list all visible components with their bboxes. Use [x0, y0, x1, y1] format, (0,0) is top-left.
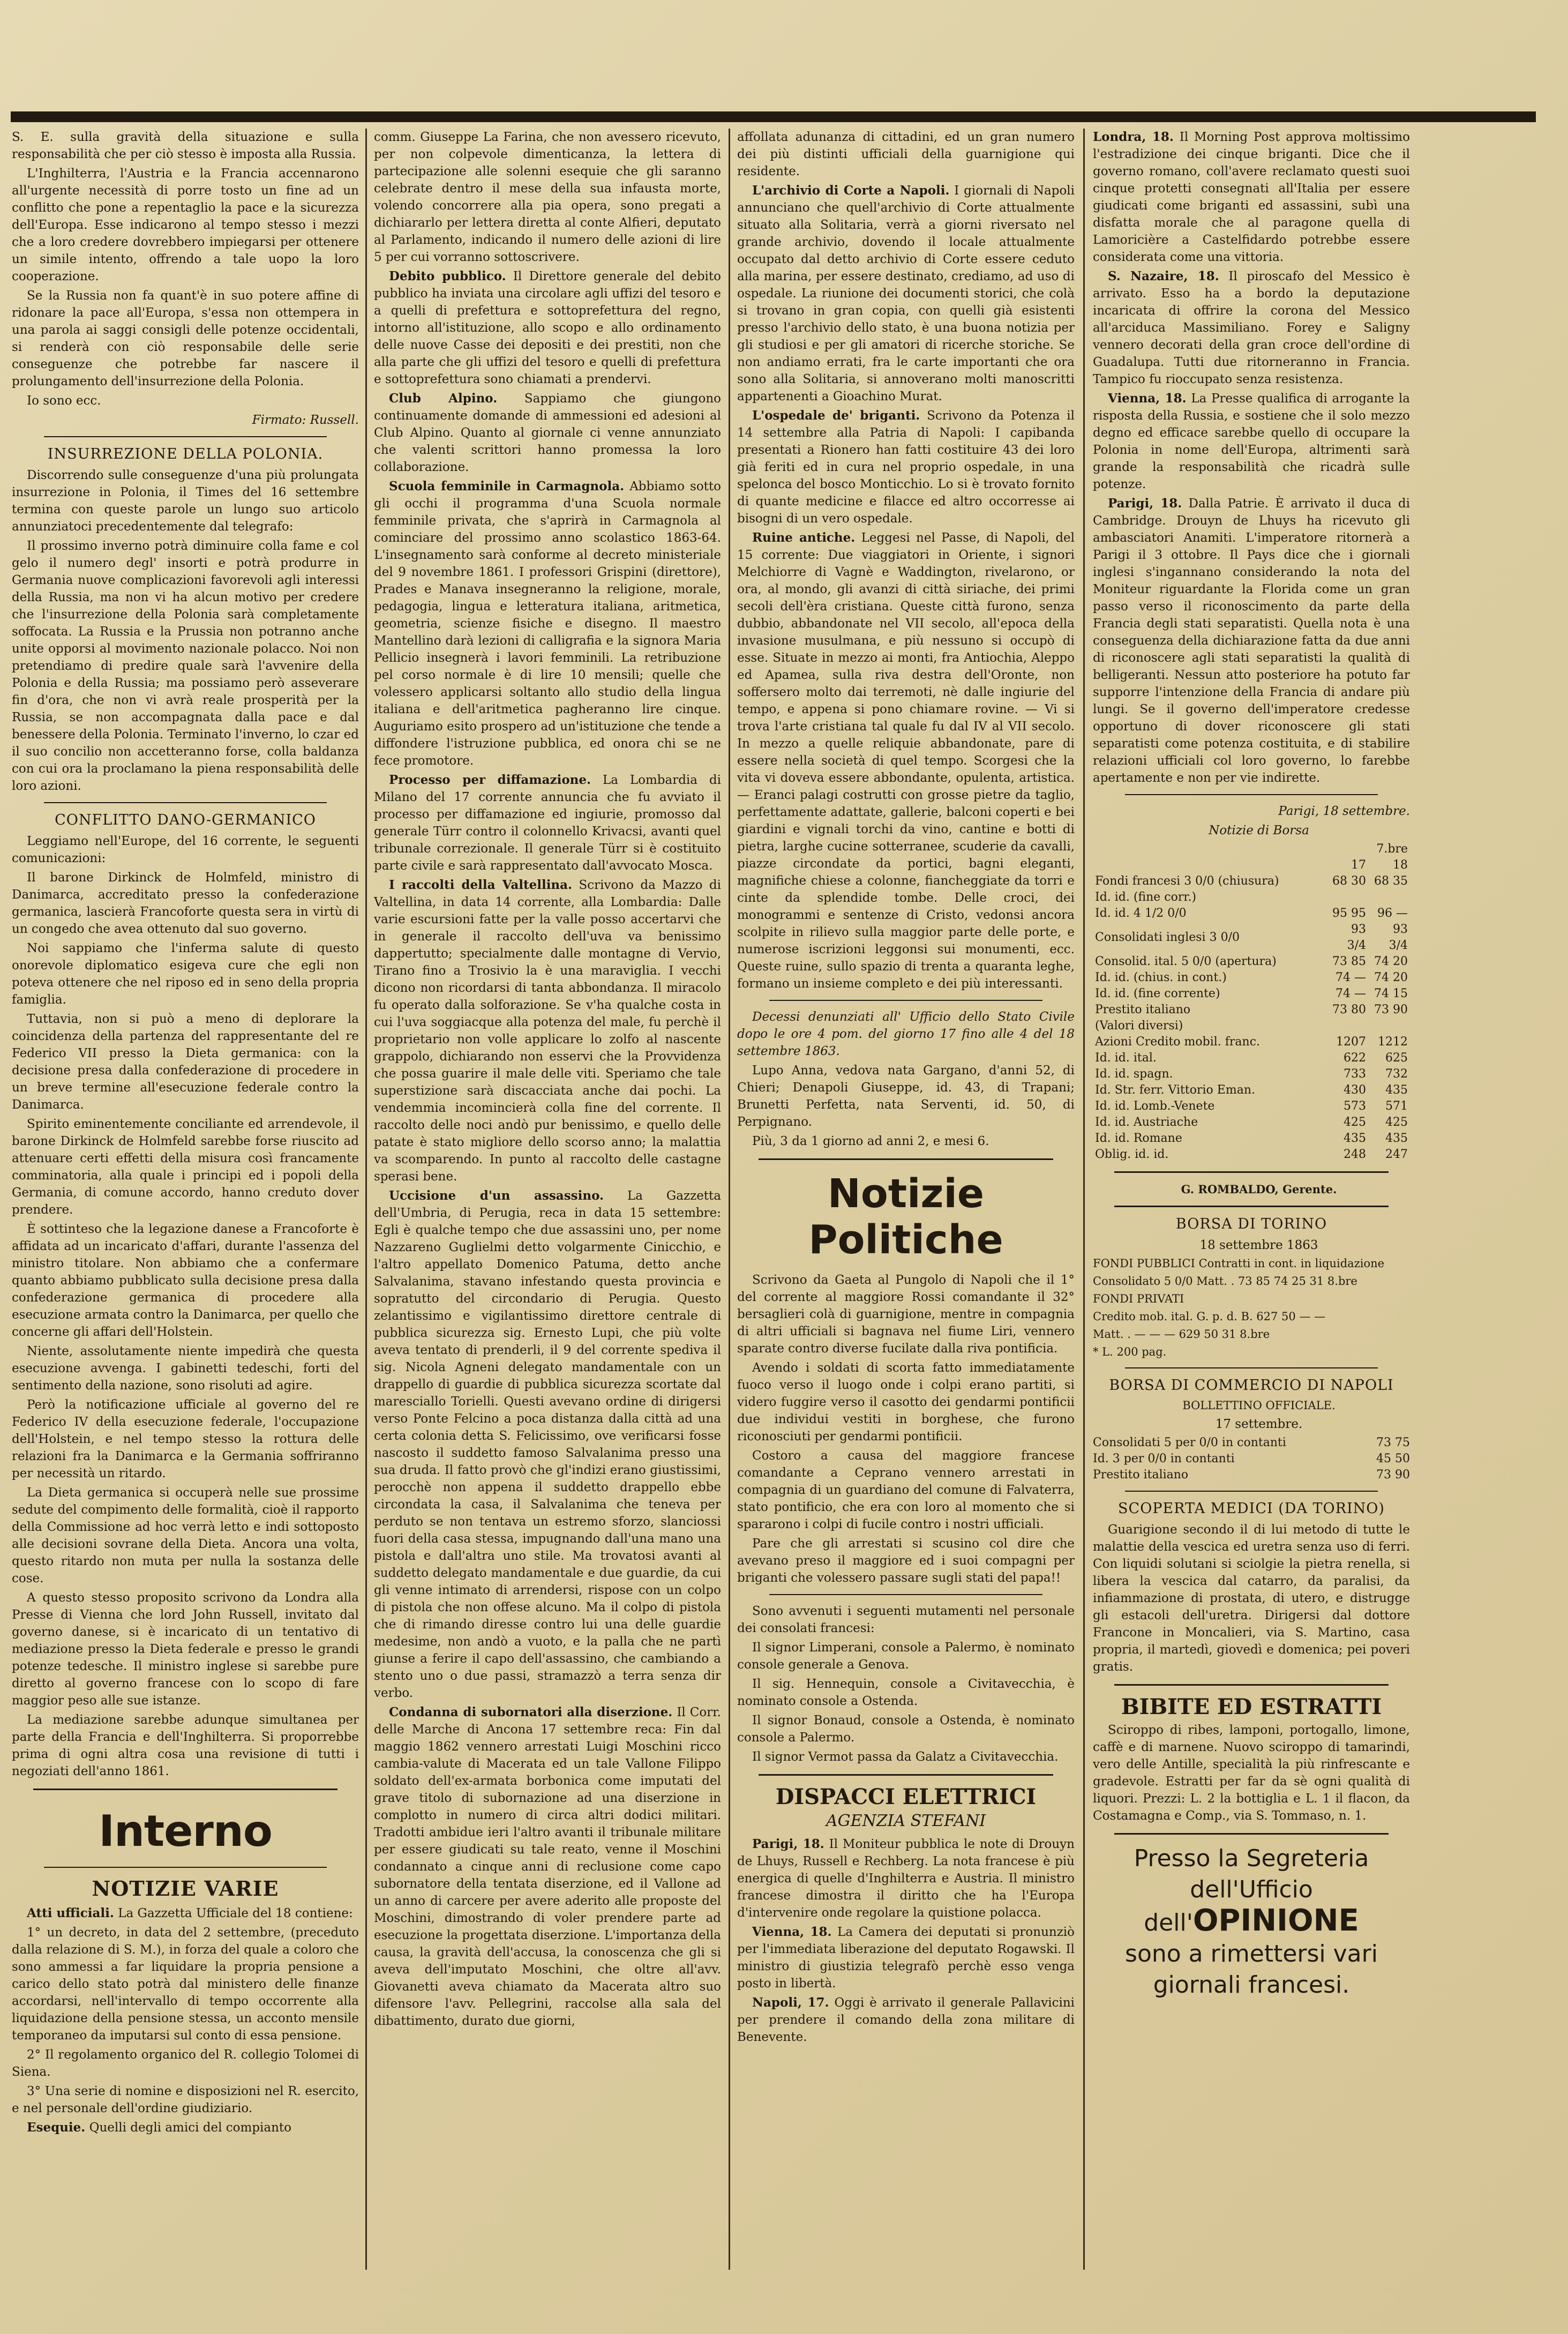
borsa-label: Id. id. (fine corrente): [1095, 987, 1220, 1000]
borsa-value: 73 80: [1332, 1003, 1366, 1016]
napoli-date: 17 settembre.: [1215, 1417, 1303, 1431]
dispatch-text: Dalla Patrie. È arrivato il duca di Cambridge. Drouyn de Lhuys ha ricevuto gli ambasciatori Anamiti. L'imperatore ritornerà a Parigi il 3 ottobre. Il Pays dice che i giornali inglesi s'ingannano considerando la nota del Moniteur riguardante la Florida come un gran passo verso il riconoscimento da parte della Francia degli stati separatisti. Quella nota è una conseguenza della dichiarazione fatta da due anni di riconoscere agli stati separatisti la qualità di belligeranti. Nessun atto posteriore ha potuto far supporre l'intenzione della Francia di andare più lungi. Se il governo dell'imperatore credesse opportuno di dover riconoscere gli stati separatisti come potenza costituita, e di stabilire relazioni ufficiali col loro governo, lo farebbe apertamente e non per vie indirette.: [1093, 497, 1410, 785]
paragraph: Io sono ecc.: [27, 394, 101, 408]
borsa-label: Id. id. (chius. in cont.): [1095, 971, 1227, 984]
borsa-value: 68 35: [1374, 874, 1408, 888]
table-row: [1093, 1098, 1410, 1114]
dispatch-lead: Parigi, 18.: [752, 1837, 824, 1851]
column-3: [732, 129, 1080, 2270]
signature: Firmato: Russell.: [252, 413, 359, 427]
borsa-value: 435: [1385, 1132, 1408, 1145]
paragraph: [1093, 129, 1410, 266]
paragraph: A questo stesso proposito scrivono da Londra alla Presse di Vienna che lord John Russell, invitato dal governo danese, si è incaricato di un tentativo di mediazione presso la Dieta federale e presso le grandi potenze tedesche. Il ministro inglese si sarebbe pure diretto al governo francese con lo scopo di fare maggior peso alle sue istanze.: [12, 1591, 359, 1708]
divider: [44, 1867, 327, 1868]
borsa-label: Id. id. (fine corr.): [1095, 891, 1197, 904]
paragraph: Guarigione secondo il di lui metodo di tutte le malattie della vescica ed uretra senza uso di ferri. Con liquidi solutani si sciolgie la pietra renella, si libera la vescica dal catarro, da paralisi, da infiammazione di prostata, di utero, e distrugge gli estacoli dell'uretra. Dirigersi dal dottore Francone in Moncalieri, via S. Martino, casa propria, il martedì, giovedì e domenica; pei poveri gratis.: [1093, 1523, 1410, 1674]
lead-atti: Atti ufficiali.: [27, 1906, 114, 1920]
borsa-label: Consolidati inglesi 3 0/0: [1095, 931, 1240, 944]
paragraph: Costoro a causa del maggiore francese comandante a Ceprano vennero arrestati in compagnia di un guardiano del comune di Falvaterra, stato pontificio, che era con loro al momento che si spararono i colpi di fucile contro i nostri ufficiali.: [737, 1449, 1075, 1531]
paragraph: Più, 3 da 1 giorno ad anni 2, e mesi 6.: [752, 1134, 989, 1148]
divider: [1125, 1367, 1378, 1368]
text-processo: La Lombardia di Milano del 17 corrente annuncia che fu avviato il processo per diffamazione ed ingiurie, promosso dal generale Türr contro il colonnello Krivacsi, avanti quel tribunale correzionale. Il generale Türr si è costituito parte civile e sarà rappresentato dall'avvocato Mosca.: [374, 773, 721, 873]
lead-scuola: Scuola femminile in Carmagnola.: [389, 479, 625, 493]
notizie-varie-heading: NOTIZIE VARIE: [92, 1876, 279, 1901]
dispatch-text: Oggi è arrivato il generale Pallavicini per prendere il comando della zona militare di Benevente.: [737, 1996, 1075, 2044]
table-row: [1093, 1018, 1410, 1034]
paragraph: La Dieta germanica si occuperà nelle sue prossime sedute del compimento delle formalità, cioè il rapporto della Commissione ad hoc verrà letto e indi sottoposto alle decisioni sovrane della Dieta. Ancora una volta, questo ritardo non muta per nulla la sostanza delle cose.: [12, 1486, 359, 1585]
text-esequie: Quelli degli amici del compianto: [89, 2121, 292, 2135]
borsa-place: Parigi, 18 settembre.: [1278, 804, 1410, 818]
paragraph: [737, 1924, 1075, 1992]
table-row: [1093, 857, 1410, 873]
table-row: [1093, 1050, 1410, 1066]
paragraph: 2° Il regolamento organico del R. collegio Tolomei di Siena.: [12, 2048, 359, 2079]
paragraph: La mediazione sarebbe adunque simultanea per parte della Francia e dell'Inghilterra. Si proporrebbe prima di ogni altra cosa una revisione di tutti i negoziati dell'anno 1861.: [12, 1713, 359, 1778]
lead-ospedale: L'ospedale de' briganti.: [752, 408, 920, 423]
napoli-row: Id. 3 per 0/0 in contanti 45 50: [1093, 1452, 1410, 1465]
medici-title: SCOPERTA MEDICI (DA TORINO): [1118, 1500, 1385, 1517]
paragraph: Lupo Anna, vedova nata Gargano, d'anni 52, di Chieri; Denapoli Giuseppe, id. 43, di Trapani; Brunetti Perfetta, nata Serventi, id. 50, di Perpignano.: [737, 1064, 1075, 1129]
paragraph: [737, 407, 1075, 527]
lead-raccolti: I raccolti della Valtellina.: [389, 878, 573, 892]
paragraph: [737, 1836, 1075, 1921]
paragraph: [737, 182, 1075, 405]
lead-condanna: Condanna di subornatori alla diserzione.: [389, 1705, 673, 1719]
column-divider: [1083, 129, 1085, 2270]
table-row: [1093, 970, 1410, 986]
torino-line: Credito mob. ital. G. p. d. B. 627 50 — —: [1093, 1310, 1326, 1323]
dispatch-lead: S. Nazaire, 18.: [1108, 269, 1219, 283]
lead-esequie: Esequie.: [27, 2120, 86, 2135]
text-debito: Il Direttore generale del debito pubblico ha inviata una circolare agli uffizi del tesoro e a quelli di prefettura e sottoprefettura del regno, intorno all'istituzione, allo scopo e allo ordinamento delle nuove Casse dei depositi e dei prestiti, non che alla parte che gli uffizi del tesoro e quelli di prefettura e sottoprefettura sono chiamati a prendervi.: [374, 270, 722, 386]
divider: [769, 1000, 1042, 1001]
table-row: [1093, 922, 1410, 954]
paragraph: Sciroppo di ribes, lamponi, portogallo, limone, caffè e di marnene. Nuovo sciroppo di tamarindi, vero delle Antille, specialità la più rinfrescante e gradevole. Estratti per far da sè ogni qualità di liquori. Prezzi: L. 2 la bottiglia e L. 1 il flacon, da Costamagna e Comp., via S. Tommaso, n. 1.: [1093, 1723, 1410, 1823]
paragraph: Il sig. Hennequin, console a Civitavecchia, è nominato console a Ostenda.: [737, 1677, 1075, 1708]
dispatch-text: Il Moniteur pubblica le note di Drouyn de Lhuys, Russell e Rechberg. La nota francese è più energica di quelle d'Inghilterra e Austria. Il ministro francese dimostra il diritto che ha l'Europa d'intervenire onde regolare la quistione polacca.: [737, 1837, 1075, 1920]
borsa-label: Id. id. ital.: [1095, 1051, 1157, 1065]
text-raccolti: Scrivono da Mazzo di Valtellina, in data 14 corrente, alla Lombardia: Dalle varie escursioni fatte per la valle posso accertarvi che in generale il raccolto dell'uva va benissimo dappertutto; specialmente dalle montagne di Vervio, Tirano fino a Trosivio la è una maraviglia. I vecchi dicono non ricordarsi di tanta abbondanza. Il miracolo fu operato dalla solforazione. Se v'ha qualche costa in cui l'uva soggiacque alla potenza del male, fu perchè il proprietario non volle applicare lo zolfo al nascente grappolo, dichiarando non esservi che la Provvidenza che possa guarire il male delle viti. Speriamo che tale superstizione sarà discacciata anche dai pochi. La vendemmia incomincierà colla fine del corrente. Il raccolto delle noci andò pur benissimo, e quello delle patate è stato migliore dello scorso anno; la malattia va scomparendo. In punto al raccolto delle castagne sperasi bene.: [374, 878, 721, 1184]
table-row: [1093, 841, 1410, 857]
column-divider: [365, 129, 367, 2270]
paragraph: [374, 268, 721, 388]
divider: [33, 1789, 337, 1790]
borsa-value: 74 20: [1374, 955, 1408, 968]
borsa-day: 17: [1351, 858, 1366, 872]
dispatch-lead: Londra, 18.: [1093, 130, 1174, 144]
paragraph: [1093, 268, 1410, 388]
paragraph: Se la Russia non fa quant'è in suo potere affine di ridonare la pace all'Europa, s'essa non ottempera in una parola ai saggi consigli delle potenze occidentali, si renderà con ciò responsabile delle serie conseguenze che potrebbe far nascere il prolungamento dell'insurrezione della Polonia.: [12, 289, 359, 388]
interno-heading: Interno: [99, 1806, 272, 1856]
lead-processo: Processo per diffamazione.: [389, 773, 591, 787]
borsa-table: [1093, 841, 1410, 1163]
lead-ruine: Ruine antiche.: [752, 530, 856, 545]
borsa-label: Id. id. Lomb.-Venete: [1095, 1099, 1215, 1113]
paragraph: [374, 1187, 721, 1702]
table-row: [1093, 873, 1410, 889]
napoli-subtitle: BOLLETTINO OFFICIALE.: [1182, 1399, 1336, 1412]
paragraph: Niente, assolutamente niente impedirà che questa esecuzione avvenga. I gabinetti tedeschi, forti del sentimento della nazione, sono risoluti ad agire.: [12, 1344, 359, 1393]
borsa-label: Prestito italiano: [1095, 1003, 1191, 1016]
borsa-label: Id. id. spagn.: [1095, 1067, 1173, 1081]
borsa-label: Oblig. id. id.: [1095, 1148, 1169, 1161]
decessi-heading: Decessi denunziati all' Ufficio dello Stato Civile dopo le ore 4 pom. del giorno 17 fino alle 4 del 18 settembre 1863.: [737, 1010, 1075, 1058]
borsa-value: 74 20: [1374, 971, 1408, 984]
dispatch-text: La Camera dei deputati si pronunziò per l'immediata liberazione del deputato Rogawski. Il ministro di giustizia telegrafò perchè esso venga posto in libertà.: [737, 1925, 1075, 1991]
borsa-label: Azioni Credito mobil. franc.: [1095, 1035, 1261, 1049]
borsa-label: (Valori diversi): [1095, 1019, 1183, 1033]
borsa-value: 425: [1385, 1116, 1408, 1129]
paragraph: [374, 478, 721, 769]
divider: [1125, 794, 1378, 795]
paragraph: [737, 1994, 1075, 2046]
dispatch-lead: Vienna, 18.: [752, 1925, 832, 1939]
divider: [1114, 1206, 1389, 1207]
paragraph: Il prossimo inverno potrà diminuire colla fame e col gelo il numero degl' insorti e potrà produrre in Germania nuove complicazioni favorevoli agli interessi della Russia, ma non vi ha alcun motivo per credere che l'insurrezione della Polonia sarà completamente soffocata. La Russia e la Prussia non potranno anche unite opporsi al movimento nazionale polacco. Noi non pretendiamo di predire quale sarà l'avvenire della Polonia e della Russia; ma possiamo però asseverare fin d'ora, che non vi avrà reale prosperità per la Russia, se non accompagnata dalla pace e dal benessere della Polonia. Terminato l'inverno, lo czar ed il suo concilio non accetteranno forse, colla baldanza con cui ora la proclamano la piena responsabilità delle loro azioni.: [12, 539, 359, 793]
notizie-politiche-heading: Notizie Politiche: [808, 1171, 1003, 1263]
table-row: [1093, 1066, 1410, 1082]
lead-uccisione: Uccisione d'un assassino.: [389, 1188, 604, 1203]
borsa-value: 571: [1385, 1099, 1408, 1113]
borsa-rows: [1093, 873, 1410, 1163]
borsa-value: 622: [1344, 1051, 1366, 1065]
top-rule: [11, 111, 1536, 122]
borsa-value: [1326, 889, 1368, 906]
table-row: [1093, 906, 1410, 922]
column-1: [6, 129, 364, 2270]
divider: [1114, 1171, 1389, 1173]
text-ruine: Leggesi nel Passe, di Napoli, del 15 corrente: Due viaggiatori in Oriente, i signori Melchiorre di Vagnè e Waddington, rivelarono, or ora, al mondo, gli avanzi di città siriache, dei primi secoli dell'èra cristiana. Queste città furono, senza dubbio, abbandonate nel VII secolo, all'epoca della invasione musulmana, e più nessuno si occupò di esse. Situate in mezzo ai monti, fra Antiochia, Aleppo ed Apamea, sulla riva destra dell'Oronte, non soffersero molto dai terremoti, nè dalle ingiurie del tempo, e appena si pono chiamare rovine. — Vi si trova l'arte cristiana tal quale fu dal IV al VII secolo. In mezzo a quelle reliquie abbandonate, pare di essere nella società di quel tempo. Scorgesi che la vita vi doveva essere abbondante, opulenta, artistica. — Eranci palagi costrutti con grosse pietre da taglio, perfettamente adattate, gallerie, balconi coperti e bei giardini e vignali torchi da vino, cantine e botti di pietra, larghe cucine sotterranee, scuderie da cavalli, piazze circondate da portici, bagni eleganti, magnifiche chiese a colonne, fiancheggiate da torri e cinte da splendide tombe. Delle croci, dei monogrammi e sentenze di Cristo, vedonsi ancora scolpite in rilievo sulla maggior parte delle porte, e numerose iscrizioni leggonsi sui monumenti, ecc. Queste ruine, sullo spazio di trenta a quaranta leghe, formano un insieme completo e dei più interessanti.: [737, 531, 1075, 991]
paragraph: Il signor Vermot passa da Galatz a Civitavecchia.: [752, 1750, 1059, 1764]
borsa-day: 18: [1393, 858, 1408, 872]
torino-line: Matt. . — — — 629 50 31 8.bre: [1093, 1328, 1270, 1341]
paragraph: Discorrendo sulle conseguenze d'una più prolungata insurrezione in Polonia, il Times del 16 settembre termina con queste parole un lungo suo articolo annunziatoci precedentemente dal telegrafo:: [12, 468, 359, 534]
opinione-ad: [1093, 1843, 1410, 2001]
paragraph: Noi sappiamo che l'inferma salute di questo onorevole diplomatico esigeva cure che egli non poteva ottenere che nel riposo ed in seno della propria famiglia.: [12, 941, 359, 1007]
text-archivio: I giornali di Napoli annunciano che quell'archivio di Corte attualmente situato alla Solitaria, verrà a giorni riversato nel grande archivio, dovendo il locale attualmente occupato dal detto archivio di Corte essere ceduto alla marina, per essere destinato, crediamo, ad uso di ospedale. La riunione dei documenti storici, che colà si trovano in gran copia, con quelli già esistenti presso l'archivio dello stato, è una buona notizia per gli studiosi e per gli amatori di ricerche storiche. Se non andiamo errati, fra le carte importanti che ora sono alla Solitaria, si annoverano molti manoscritti appartenenti a Gioachino Murat.: [737, 184, 1075, 403]
borsa-value: 247: [1385, 1148, 1408, 1161]
section-title: CONFLITTO DANO-GERMANICO: [55, 812, 316, 828]
opinione-line: sono a rimettersi vari giornali francesi.: [1125, 1940, 1378, 1999]
paragraph: [12, 2119, 359, 2136]
paragraph: [374, 877, 721, 1185]
paragraph: S. E. sulla gravità della situazione e sulla responsabilità che per ciò stesso è imposta alla Russia.: [12, 130, 359, 161]
divider: [1114, 1833, 1389, 1835]
borsa-value: 74 15: [1374, 987, 1408, 1000]
borsa-value: 573: [1344, 1099, 1366, 1113]
borsa-value: 425: [1344, 1116, 1366, 1129]
paragraph: comm. Giuseppe La Farina, che non avessero ricevuto, per non colpevole dimenticanza, la lettera di partecipazione alle solenni esequie che gli saranno celebrate dentro il mese della sua infausta morte, volendo concorrere alla pia opera, sono pregati a dichiararlo per lettera diretta al conte Alfieri, deputato al Parlamento, indicando il numero delle azioni di lire 5 per cui vorranno sottoscrivere.: [374, 130, 721, 264]
borsa-value: 1212: [1378, 1035, 1408, 1049]
borsa-label: Id. id. Romane: [1095, 1132, 1182, 1145]
divider: [759, 1158, 1053, 1160]
borsa-label: Id. id. Austriache: [1095, 1116, 1198, 1129]
borsa-month: 7.bre: [1376, 842, 1408, 856]
divider: [769, 1594, 1042, 1595]
paragraph: [737, 529, 1075, 992]
paragraph: Sono avvenuti i seguenti mutamenti nel personale dei consolati francesi:: [737, 1604, 1075, 1635]
paragraph: Tuttavia, non si può a meno di deplorare la coincidenza della partenza del rappresentante del re Federico VII presso la Dieta germanica: con la decisione presa dalla confederazione di procedere in un breve termine all'esecuzione federale contro la Danimarca.: [12, 1012, 359, 1112]
table-row: [1093, 1034, 1410, 1050]
column-2: [369, 129, 726, 2270]
table-row: [1093, 1114, 1410, 1131]
lead-debito: Debito pubblico.: [389, 269, 506, 283]
dispacci-heading: DISPACCI ELETTRICI: [775, 1784, 1037, 1809]
dispacci-subheading: AGENZIA STEFANI: [826, 1812, 986, 1830]
paragraph: affollata adunanza di cittadini, ed un gran numero dei più distinti ufficiali della guarnigione qui residente.: [737, 130, 1075, 178]
borsa-value: 68 30: [1332, 874, 1366, 888]
borsa-value: 93 3/4: [1389, 923, 1408, 952]
torino-line: FONDI PUBBLICI Contratti in cont. in liquidazione: [1093, 1257, 1385, 1270]
table-row: [1093, 1002, 1410, 1018]
paragraph: Leggiamo nell'Europe, del 16 corrente, le seguenti comunicazioni:: [12, 834, 359, 865]
paragraph: [1093, 495, 1410, 787]
borsa-value: [1326, 1018, 1368, 1034]
paragraph: L'Inghilterra, l'Austria e la Francia accennarono all'urgente necessità di porre tosto un fine ad un conflitto che pone a repentaglio la pace e la sicurezza dell'Europa. Esse indicarono al tempo stesso i mezzi che a loro credere dovrebbero impiegarsi per ottenere un simile intento, offrendo a tale uopo la loro cooperazione.: [12, 167, 359, 283]
borsa-value: 95 95: [1332, 907, 1366, 920]
borsa-value: 74 —: [1336, 987, 1366, 1000]
paragraph: Il signor Limperani, console a Palermo, è nominato console generale a Genova.: [737, 1641, 1075, 1672]
paragraph: 1° un decreto, in data del 2 settembre, (preceduto dalla relazione di S. M.), in forza del quale a coloro che sono ammessi a far liquidare la propria pensione a carico dello stato potrà dal ministero delle finanze accordarsi, nell'intervallo di tempo occorrente alla liquidazione della pensione stessa, un acconto mensile temporaneo da imputarsi sul conto di essa pensione.: [12, 1926, 359, 2043]
opinione-line: dell'OPINIONE: [1144, 1903, 1359, 1938]
borsa-value: 248: [1344, 1148, 1366, 1161]
paragraph: 3° Una serie di nomine e disposizioni nel R. esercito, e nel personale dell'ordine giudiziario.: [12, 2084, 359, 2115]
paragraph: Il barone Dirkinck de Holmfeld, ministro di Danimarca, accreditato presso la confederazione germanica, lascierà Francoforte questa sera in virtù di un congedo che avea ottenuto dal suo governo.: [12, 871, 359, 936]
section-title: INSURREZIONE DELLA POLONIA.: [47, 446, 324, 462]
text-scuola: Abbiamo sotto gli occhi il programma d'una Scuola normale femminile privata, che s'aprirà in Carmagnola al cominciare del prossimo anno scolastico 1863-64. L'insegnamento sarà conforme al decreto ministeriale del 9 novembre 1861. I professori Grispini (direttore), Prades e Manava insegneranno la religione, morale, pedagogia, lingua e letteratura italiana, aritmetica, geometria, scienze fisiche e disegno. Il maestro Mantellino darà lezioni di calligrafia e la signora Maria Pellicio insegnerà i lavori femminili. La retribuzione pel corso normale è di lire 10 mensili; quelle che volessero applicarsi soltanto allo studio della lingua italiana e dell'aritmetica pagheranno lire cinque. Auguriamo esito prospero ad un'istituzione che tende a diffondere l'istruzione pubblica, ed onora chi se ne fece promotore.: [374, 480, 721, 768]
opinione-word: OPINIONE: [1192, 1903, 1359, 1938]
text-ospedale: Scrivono da Potenza il 14 settembre alla Patria di Napoli: I capibanda presentati a Rionero han fatti costituire 43 dei loro già feriti ed in cura nel proprio ospedale, in una spelonca del bosco Monticchio. Lo si è trovato fornito di quante medicine e filacce ed altro occorresse ai bisogni di un vero ospedale.: [737, 409, 1075, 526]
paragraph: Però la notificazione ufficiale al governo del re Federico IV della esecuzione federale, l'occupazione dell'Holstein, e nel tempo stesso la rottura delle relazioni fra la Danimarca e la Germania soffriranno per necessità un ritardo.: [12, 1398, 359, 1480]
text-condanna: Il Corr. delle Marche di Ancona 17 settembre reca: Fin dal maggio 1862 vennero arrestati Luigi Moschini ricco cambia-valute di Macerata ed un tale Vallone Filippo soldato dell'ex-armata borbonica come imputati del grave titolo di subornazione ad una diserzione in complotto in numero di circa altri dodici militari. Tradotti ambidue ieri l'altro avanti il tribunale militare per essere giudicati su tale reato, venne il Moschini condannato a cinque anni di reclusione come capo subornatore della tentata diserzione, ed il Vallone ad un anno di carcere per avere aderito alle proposte del Moschini, dimostrando di voler prendere parte ad esecuzione la progettata diserzione. L'importanza della causa, la gravità dell'accusa, la conoscenza che gli si aveva dell'imputato Moschini, che oltre all'avv. Giovanetti aveva chiamato da Macerata altro suo difensore l'avv. Pellegrini, raccolse alla sala del dibattimento, durato due giorni,: [374, 1705, 721, 2028]
divider: [44, 436, 327, 437]
borsa-value: 732: [1385, 1067, 1408, 1081]
borsa-value: 74 —: [1336, 971, 1366, 984]
paragraph: [12, 1905, 359, 1922]
borsa-value: 430: [1344, 1083, 1366, 1097]
paragraph: Il signor Bonaud, console a Ostenda, è nominato console a Palermo.: [737, 1714, 1075, 1745]
borsa-value: 435: [1385, 1083, 1408, 1097]
borsa-value: [1368, 889, 1410, 906]
text-club: Sappiamo che giungono continuamente domande di ammessioni ed adesioni al Club Alpino. Quanto al giornale ci venne annunziato che valenti scrittori hanno promessa la loro collaborazione.: [374, 392, 721, 474]
paragraph: [374, 772, 721, 874]
borsa-value: 1207: [1336, 1035, 1366, 1049]
borsa-value: 625: [1385, 1051, 1408, 1065]
borsa-value: 733: [1344, 1067, 1366, 1081]
divider: [759, 1774, 1053, 1776]
text-atti: La Gazzetta Ufficiale del 18 contiene:: [118, 1906, 353, 1920]
torino-date: 18 settembre 1863: [1199, 1238, 1318, 1252]
torino-line: FONDI PRIVATI: [1093, 1292, 1184, 1305]
dispatch-text: La Presse qualifica di arrogante la risposta della Russia, e sostiene che il solo mezzo degno ed efficace sarebbe quello di occupare la Polonia in nome dell'Europa, altrimenti sarà grande la responsabilità che ricadrà sulle potenze.: [1093, 392, 1410, 491]
dispatch-text: Il piroscafo del Messico è arrivato. Esso ha a bordo la deputazione incaricata di offrire la corona del Messico all'arciduca Massimiliano. Forey e Saligny vennero decorati della gran croce dell'ordine di Guadalupa. Tutti due ritorneranno in Francia. Tampico fu rioccupato senza resistenza.: [1093, 270, 1410, 386]
gerente: G. ROMBALDO, Gerente.: [1181, 1183, 1337, 1196]
borsa-value: 96 —: [1377, 907, 1408, 920]
table-row: [1093, 986, 1410, 1002]
borsa-value: 93 3/4: [1347, 923, 1366, 952]
dispatch-lead: Parigi, 18.: [1108, 496, 1182, 511]
dispatch-lead: Napoli, 17.: [752, 1995, 829, 2010]
borsa-label: Consolid. ital. 5 0/0 (apertura): [1095, 955, 1277, 968]
borsa-label: Id. id. 4 1/2 0/0: [1095, 907, 1187, 920]
paragraph: Spirito eminentemente conciliante ed arrendevole, il barone Dirkinck de Holmfeld sarebbe forse riuscito ad attenuare certi effetti della misura così francamente comminatoria, alla quale i principi ed i popoli della Germania, di comune accordo, hanno creduto dover prendere.: [12, 1117, 359, 1217]
paragraph: [374, 390, 721, 476]
text-uccisione: La Gazzetta dell'Umbria, di Perugia, reca in data 15 settembre: Egli è qualche tempo che due assassini uno, per nome Nazzareno Guglielmi detto volgarmente Cinicchio, e l'altro appellato Domenico Patuma, detto anche Salvalanima, stavano infestando questa provincia e sopratutto del circondario di Perugia. Questo zelantissimo e vigilantissimo direttore centrale di pubblica sicurezza sig. Ernesto Lupi, che più volte aveva tentato di prenderli, il 9 del corrente spediva il sig. Nicola Agneni delegato mandamentale con un drappello di guardie di pubblica sicurezza scortate dal maresciallo Torielli. Questi avevano ordine di dirigersi verso Ponte Felcino a poca distanza dalla città ad una certa colonia detta S. Felicissimo, ove verificarsi fosse nascosto il suddetto famoso Salvalanima presso una sua druda. Il fatto provò che gl'indizi erano giustissimi, perocchè non appena il suddetto drappello ebbe circondata la casa, il Salvalanima che teneva per perduto se non tentava un estremo sforzo, slanciossi fuori della casa stessa, impugnando dall'una mano una pistola e dall'altra uno stile. Ma trovatosi avanti al suddetto delegato mandamentale e due guardie, da cui gli venne intimato di arrendersi, rispose con un colpo di pistola che non offese alcuno. Ma il colpo di pistola che di rimando diresse contro lui una delle guardie medesime, non andò a vuoto, e la palla che ne partì giunse a ferire il capo dell'assassino, che cambiando a stento uno o due passi, stramazzò a terra senza dir verbo.: [374, 1189, 721, 1700]
opinione-line: Presso la Segreteria dell'Ufficio: [1134, 1845, 1369, 1903]
paragraph: Pare che gli arrestati si scusino col dire che avevano preso il maggiore ed i suoi compagni per briganti che volessero passare sugli stati del papa!!: [737, 1537, 1075, 1585]
borsa-value: 73 85: [1332, 955, 1366, 968]
borsa-title: Notizie di Borsa: [1209, 824, 1309, 837]
borsa-value: 435: [1344, 1132, 1366, 1145]
dispatch-text: Il Morning Post approva moltissimo l'estradizione dei cinque briganti. Dice che il governo romano, coll'avere reclamato questi suoi cinque protetti consegnati all'Italia per essere giudicati come briganti ed assassini, subì una disfatta morale che al paragone quella di Lamoricière a Castelfidardo potrebbe essere considerata come una vittoria.: [1093, 130, 1411, 264]
table-row: [1093, 954, 1410, 970]
divider: [1125, 1491, 1378, 1492]
table-row: [1093, 1147, 1410, 1163]
borsa-value: 73 90: [1374, 1003, 1408, 1016]
paragraph: Scrivono da Gaeta al Pungolo di Napoli che il 1° del corrente al maggiore Rossi comandante il 32° bersaglieri colà di guarnigione, mentre in compagnia di altri ufficiali si bagnava nel fiume Liri, vennero sparate contro diverse fucilate dalla riva pontificia.: [737, 1273, 1075, 1356]
torino-line: Consolidato 5 0/0 Matt. . 73 85 74 25 31 8.bre: [1093, 1275, 1357, 1288]
torino-line: * L. 200 pag.: [1093, 1345, 1167, 1358]
paragraph: Avendo i soldati di scorta fatto immediatamente fuoco verso il luogo onde i colpi erano partiti, si videro fuggire verso il casotto dei gendarmi pontificii due individui vestiti in borghese, che furono riconosciuti per gendarmi pontificii.: [737, 1361, 1075, 1443]
divider: [1114, 1684, 1389, 1686]
paragraph: È sottinteso che la legazione danese a Francoforte è affidata ad un incaricato d'affari, durante l'assenza del ministro titolare. Non abbiamo che a confermare quanto abbiamo pubblicato sulla decisione presa dalla confederazione germanica di procedere alla esecuzione armata contro la Danimarca, per quello che concerne gli affari dell'Holstein.: [12, 1222, 359, 1339]
table-row: [1093, 889, 1410, 906]
borsa-label: Fondi francesi 3 0/0 (chiusura): [1095, 874, 1279, 888]
napoli-row: Prestito italiano 73 90: [1093, 1468, 1410, 1482]
paragraph: [374, 1704, 721, 2030]
column-4: [1087, 129, 1415, 2270]
lead-club: Club Alpino.: [389, 391, 498, 406]
bibite-title: BIBITE ED ESTRATTI: [1121, 1694, 1382, 1719]
table-row: [1093, 1131, 1410, 1147]
borsa-label: Id. Str. ferr. Vittorio Eman.: [1095, 1083, 1255, 1097]
dispatch-lead: Vienna, 18.: [1108, 391, 1187, 406]
column-divider: [729, 129, 730, 2270]
borsa-value: [1368, 1018, 1410, 1034]
divider: [44, 802, 327, 803]
torino-title: BORSA DI TORINO: [1175, 1216, 1327, 1232]
paragraph: [1093, 390, 1410, 493]
napoli-row: Consolidati 5 per 0/0 in contanti 73 75: [1093, 1436, 1410, 1449]
napoli-title: BORSA DI COMMERCIO DI NAPOLI: [1109, 1377, 1394, 1394]
lead-archivio: L'archivio di Corte a Napoli.: [752, 183, 950, 198]
table-row: [1093, 1082, 1410, 1098]
